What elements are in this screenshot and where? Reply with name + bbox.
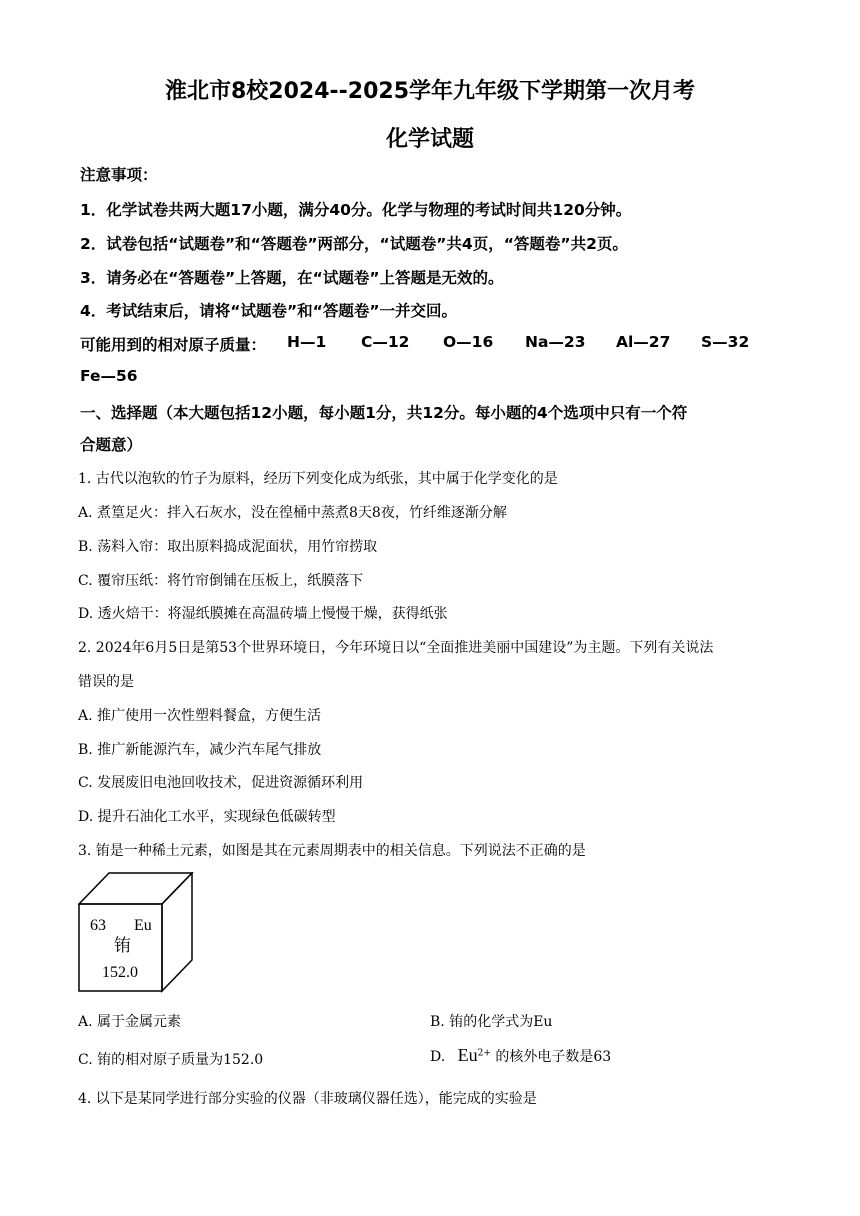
atomic-mass-value: Fe—56: [80, 367, 138, 385]
element-mass: 152.0: [102, 964, 138, 981]
element-symbol: Eu: [134, 917, 152, 934]
q3-option-b: B. 铕的化学式为Eu: [430, 1014, 553, 1030]
element-tile-figure: [78, 872, 196, 994]
q1-option-d: D. 透火焙干：将湿纸膜摊在高温砖墙上慢慢干燥，获得纸张: [78, 606, 448, 622]
q2-stem: 2. 2024年6月5日是第53个世界环境日，今年环境日以“全面推进美丽中国建设”为主题。下列有关说法: [78, 640, 714, 656]
notice-item: 2．试卷包括“试题卷”和“答题卷”两部分，“试题卷”共4页，“答题卷”共2页。: [80, 235, 628, 253]
q3-option-d-text: 的核外电子数是63: [495, 1049, 612, 1065]
atomic-mass-value: S—32: [701, 333, 750, 351]
q3-option-d-charge: 2+: [477, 1048, 491, 1059]
atomic-mass-label: 可能用到的相对原子质量：: [80, 336, 267, 354]
q1-option-b: B. 荡料入帘：取出原料捣成泥面状，用竹帘捞取: [78, 539, 378, 555]
q2-option-c: C. 发展废旧电池回收技术，促进资源循环利用: [78, 775, 364, 791]
element-atomic-number: 63: [90, 917, 106, 934]
q1-option-a: A. 煮篁足火：拌入石灰水，没在徨桶中蒸煮8天8夜，竹纤维逐渐分解: [78, 505, 507, 521]
element-name: 铕: [114, 936, 131, 956]
notice-item: 1．化学试卷共两大题17小题，满分40分。化学与物理的考试时间共120分钟。: [80, 201, 632, 219]
atomic-mass-value: H—1: [287, 333, 327, 351]
notice-item: 3．请务必在“答题卷”上答题，在“试题卷”上答题是无效的。: [80, 269, 504, 287]
q2-stem-cont: 错误的是: [78, 674, 134, 690]
q1-stem: 1. 古代以泡软的竹子为原料，经历下列变化成为纸张，其中属于化学变化的是: [78, 471, 558, 487]
atomic-mass-line: [80, 333, 780, 355]
page-title: 淮北市8校2024--2025学年九年级下学期第一次月考: [164, 79, 696, 104]
section-heading: 一、选择题（本大题包括12小题，每小题1分，共12分。每小题的4个选项中只有一个符: [80, 404, 688, 422]
atomic-mass-value: Al—27: [616, 333, 671, 351]
atomic-mass-value: Na—23: [525, 333, 586, 351]
q3-option-d-ion: Eu: [457, 1045, 478, 1065]
q4-stem: 4. 以下是某同学进行部分实验的仪器（非玻璃仪器任选），能完成的实验是: [78, 1091, 537, 1107]
q3-option-d-prefix: D.: [430, 1049, 446, 1065]
atomic-mass-value: O—16: [443, 333, 494, 351]
q3-option-a: A. 属于金属元素: [78, 1014, 182, 1030]
notice-heading: 注意事项：: [80, 166, 158, 184]
q3-option-c: C. 铕的相对原子质量为152.0: [78, 1052, 264, 1068]
q2-option-a: A. 推广使用一次性塑料餐盒，方便生活: [78, 708, 322, 724]
notice-item: 4．考试结束后，请将“试题卷”和“答题卷”一并交回。: [80, 302, 458, 320]
q2-option-d: D. 提升石油化工水平，实现绿色低碳转型: [78, 809, 336, 825]
page-subtitle: 化学试题: [385, 127, 474, 152]
section-heading-cont: 合题意）: [80, 436, 143, 454]
atomic-mass-value: C—12: [361, 333, 410, 351]
q3-option-d: [430, 1045, 611, 1066]
q1-option-c: C. 覆帘压纸：将竹帘倒铺在压板上，纸膜落下: [78, 573, 364, 589]
q3-stem: 3. 铕是一种稀土元素，如图是其在元素周期表中的相关信息。下列说法不正确的是: [78, 843, 586, 859]
q2-option-b: B. 推广新能源汽车，减少汽车尾气排放: [78, 742, 322, 758]
